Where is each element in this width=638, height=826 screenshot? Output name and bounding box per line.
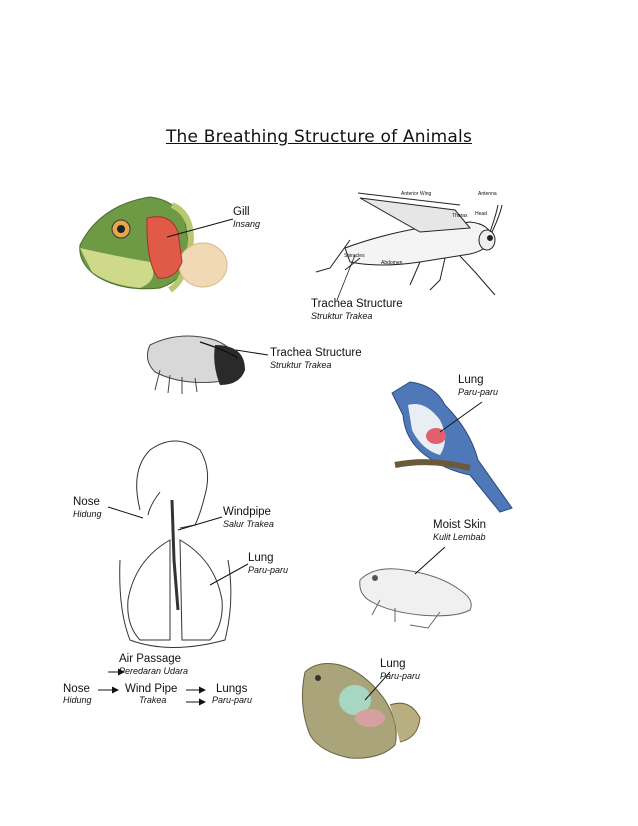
flow-step-windpipe-id: Trakea — [139, 695, 167, 705]
flow-step-lungs — [212, 683, 252, 705]
flow-step-lungs-en: Lungs — [216, 683, 248, 695]
flow-step-lungs-id: Paru-paru — [212, 695, 253, 705]
grasshopper-part-antenna: Antenna — [478, 191, 497, 197]
page-title: The Breathing Structure of Animals — [165, 127, 473, 147]
air-passage-label-id: Peredaran Udara — [119, 666, 189, 676]
grasshopper-trachea-label-id: Struktur Trakea — [311, 311, 373, 321]
flow-step-windpipe — [125, 683, 177, 705]
frog-lung-label-en: Lung — [380, 658, 406, 670]
larva-trachea-label-en: Trachea Structure — [270, 347, 362, 359]
grasshopper-trachea-label-en: Trachea Structure — [311, 298, 403, 310]
grasshopper-part-anterior-wing: Anterior Wing — [401, 191, 432, 197]
human-lung-label-id: Paru-paru — [248, 565, 289, 575]
grasshopper-part-spiracles: Spiracles — [344, 253, 365, 259]
human-lung-label-en: Lung — [248, 552, 274, 564]
larva-trachea-label-id: Struktur Trakea — [270, 360, 332, 370]
human-windpipe-label-en: Windpipe — [223, 506, 271, 518]
bird-lung-label-en: Lung — [458, 374, 484, 386]
gill-label-en: Gill — [233, 206, 250, 218]
moist-skin-label-id: Kulit Lembab — [433, 532, 486, 542]
human-nose-label-id: Hidung — [73, 509, 102, 519]
air-passage-label-en: Air Passage — [119, 653, 182, 665]
grasshopper-part-thorax: Thorax — [452, 213, 468, 219]
flow-step-windpipe-en: Wind Pipe — [125, 683, 178, 695]
human-nose-label-en: Nose — [73, 496, 100, 508]
grasshopper-part-abdomen: Abdomen — [381, 260, 403, 266]
bird-lung-label-id: Paru-paru — [458, 387, 499, 397]
gill-label-id: Insang — [233, 219, 261, 229]
human-windpipe-label-id: Salur Trakea — [223, 519, 274, 529]
moist-skin-label-en: Moist Skin — [433, 519, 487, 531]
flow-step-nose-en: Nose — [63, 683, 90, 695]
flow-step-nose-id: Hidung — [63, 695, 92, 705]
grasshopper-part-head: Head — [475, 211, 487, 217]
frog-lung-label-id: Paru-paru — [380, 671, 421, 681]
